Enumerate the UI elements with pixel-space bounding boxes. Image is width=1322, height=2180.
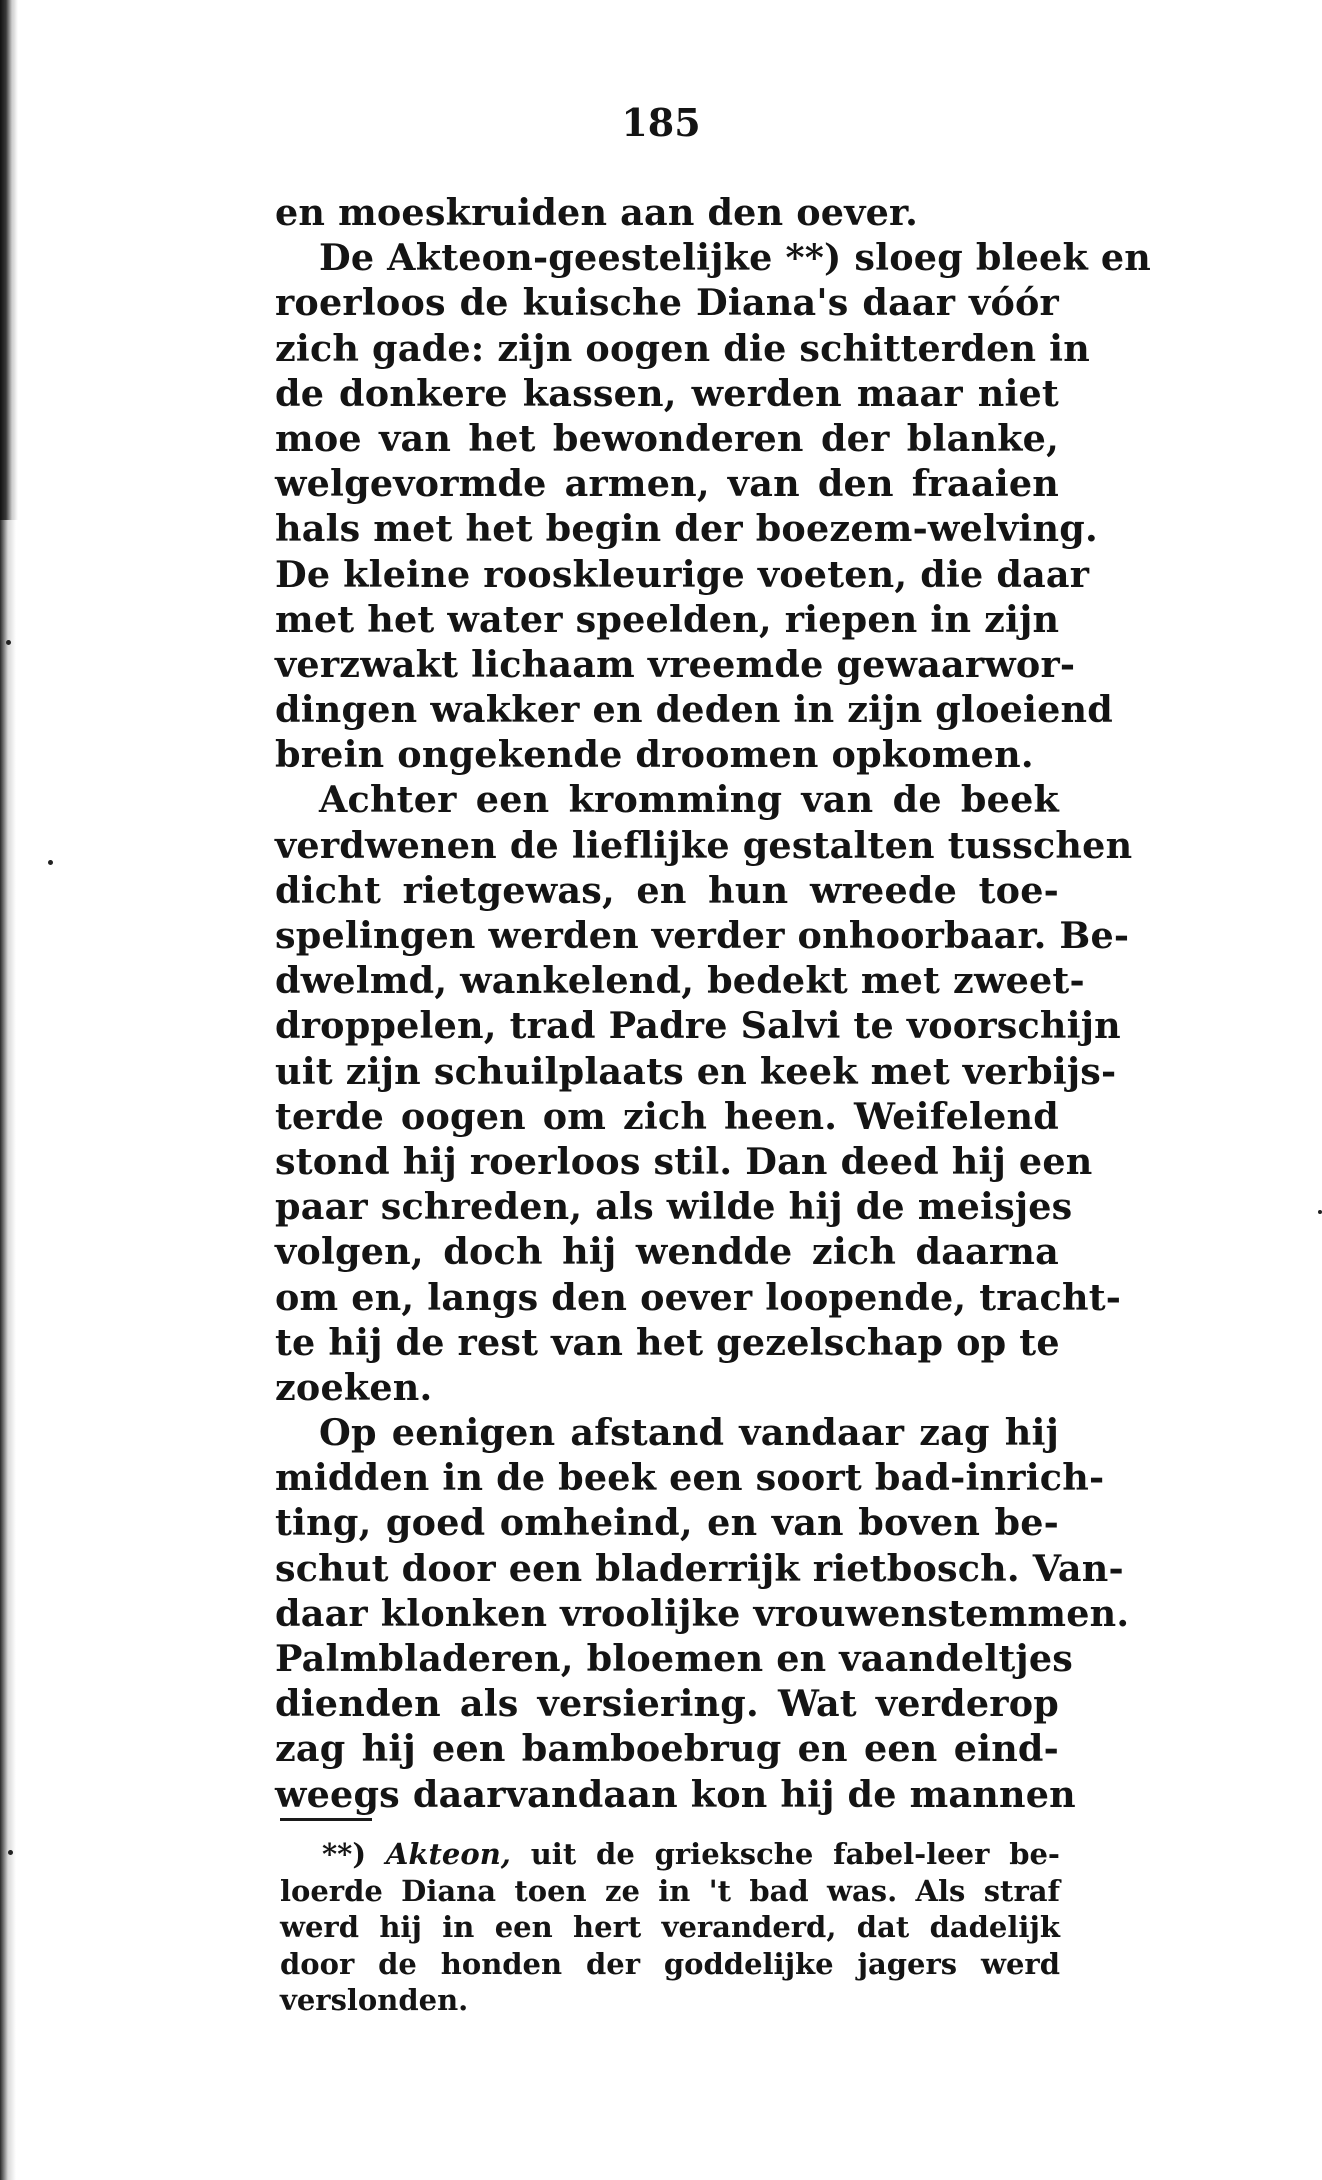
text-line: verdwenen de lieflijke gestalten tusschen — [275, 823, 1133, 867]
text-line: paar schreden, als wilde hij de meisjes — [275, 1185, 1073, 1229]
text-line: weegs daarvandaan kon hij de mannen — [275, 1772, 1076, 1816]
text-line: midden in de beek een soort bad-inrich- — [275, 1456, 1105, 1500]
text-line: welgevormde armen, van den fraaien — [275, 462, 1059, 506]
text-line: dienden als versiering. Wat verderop — [275, 1682, 1059, 1726]
text-line: zoeken. — [275, 1365, 433, 1409]
footnote-term: Akteon, — [385, 1837, 511, 1871]
text-line: brein ongekende droomen opkomen. — [275, 733, 1034, 777]
text-line: verzwakt lichaam vreemde gewaarwor- — [275, 642, 1076, 686]
text-line: droppelen, trad Padre Salvi te voorschijn — [275, 1004, 1121, 1048]
text-line: Achter een kromming van de beek — [319, 778, 1059, 822]
text-line: Op eenigen afstand vandaar zag hij — [319, 1411, 1059, 1455]
footnote-line: loerde Diana toen ze in 't bad was. Als straf — [280, 1873, 1060, 1908]
text-line: ting, goed omheind, en van boven be- — [275, 1501, 1059, 1545]
text-line: volgen, doch hij wendde zich daarna — [275, 1230, 1059, 1274]
text-line: hals met het begin der boezem-welving. — [275, 507, 1098, 551]
footnote-separator — [280, 1818, 372, 1821]
text-line: te hij de rest van het gezelschap op te — [275, 1320, 1060, 1364]
page-number: 185 — [621, 100, 701, 145]
footnote-marker: **) — [322, 1837, 367, 1871]
footnote-line — [280, 1836, 1060, 1873]
text-line: terde oogen om zich heen. Weifelend — [275, 1094, 1059, 1138]
text-line: stond hij roerloos stil. Dan deed hij een — [275, 1139, 1093, 1183]
binding-edge-dark — [0, 0, 18, 520]
print-speck — [8, 1850, 13, 1855]
text-line: daar klonken vroolijke vrouwenstemmen. — [275, 1591, 1130, 1635]
text-line: uit zijn schuilplaats en keek met verbijs- — [275, 1049, 1117, 1093]
footnote-line: verslonden. — [280, 1983, 469, 2017]
body-text — [275, 190, 1152, 1817]
text-line: De kleine rooskleurige voeten, die daar — [275, 552, 1090, 596]
footnote-line: werd hij in een hert veranderd, dat dadelijk — [280, 1910, 1060, 1944]
text-line: met het water speelden, riepen in zijn — [275, 597, 1060, 641]
print-speck — [48, 860, 53, 865]
footnote-line: door de honden der goddelijke jagers werd — [280, 1946, 1060, 1981]
text-line: moe van het bewonderen der blanke, — [275, 416, 1059, 460]
text-line: zag hij een bamboebrug en een eind- — [275, 1727, 1059, 1771]
text-line: dingen wakker en deden in zijn gloeiend — [275, 688, 1113, 732]
text-line: De Akteon-geestelijke **) sloeg bleek en — [319, 236, 1152, 280]
text-line: schut door een bladerrijk rietbosch. Van- — [275, 1546, 1124, 1590]
print-speck — [6, 640, 11, 645]
text-line: zich gade: zijn oogen die schitterden in — [275, 326, 1090, 370]
text-line: om en, langs den oever loopende, tracht- — [275, 1275, 1122, 1319]
footnote — [280, 1836, 1060, 2019]
text-line: de donkere kassen, werden maar niet — [275, 371, 1059, 415]
print-speck — [1318, 1210, 1322, 1214]
text-line: en moeskruiden aan den oever. — [275, 191, 919, 234]
text-line: dicht rietgewas, en hun wreede toe- — [275, 868, 1059, 912]
text-line: Palmbladeren, bloemen en vaandeltjes — [275, 1637, 1073, 1680]
footnote-text: uit de grieksche fabel-leer be- — [530, 1837, 1060, 1871]
text-line: spelingen werden verder onhoorbaar. Be- — [275, 914, 1130, 957]
text-line: roerloos de kuische Diana's daar vóór — [275, 281, 1059, 325]
text-line: dwelmd, wankelend, bedekt met zweet- — [275, 959, 1085, 1003]
